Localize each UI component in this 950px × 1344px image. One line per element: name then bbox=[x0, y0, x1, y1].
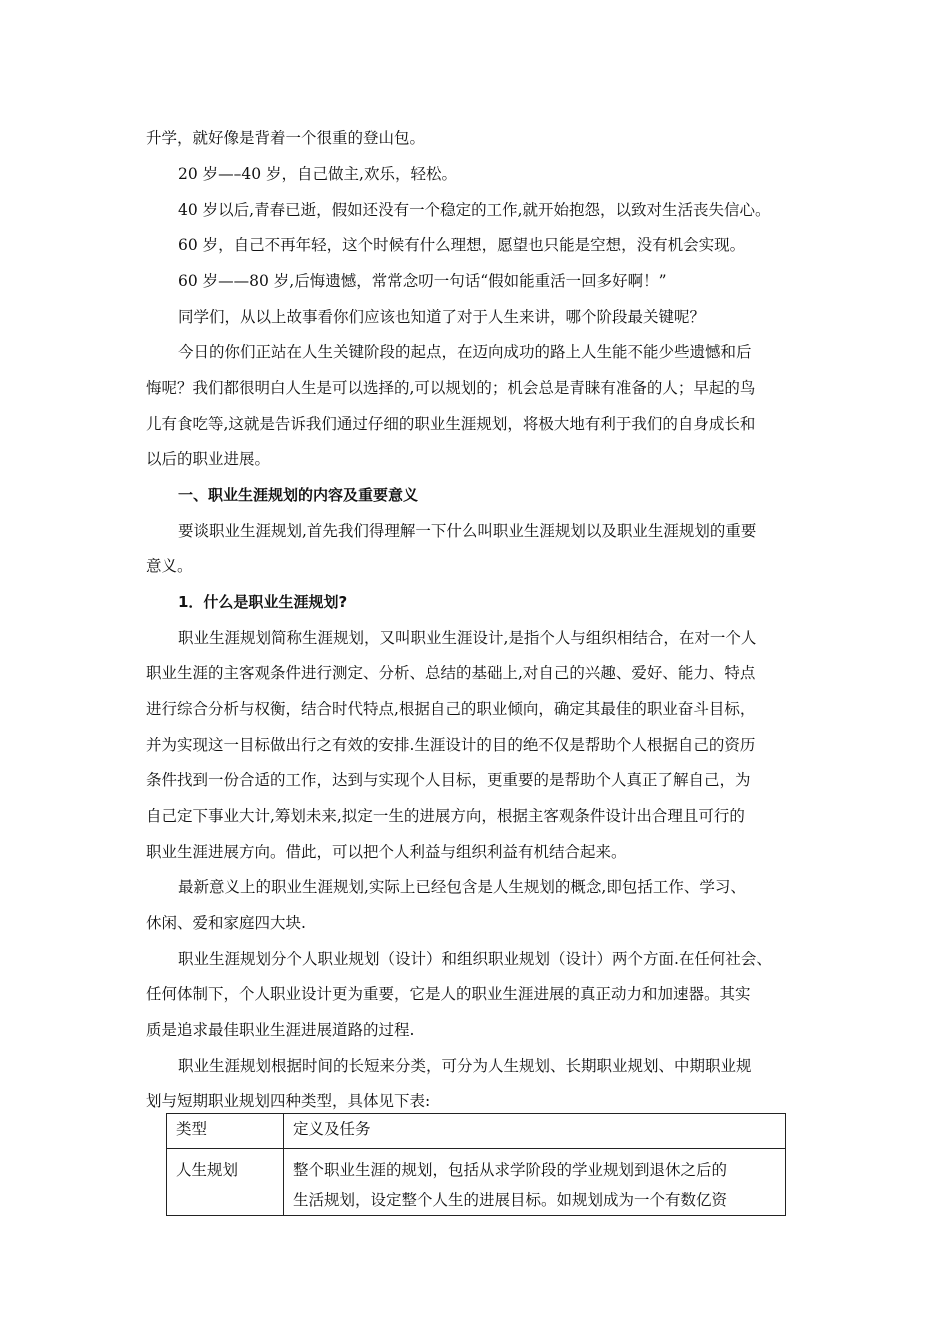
body-text: 并为实现这一目标做出行之有效的安排.生涯设计的目的绝不仅是帮助个人根据自己的资历 bbox=[146, 736, 756, 754]
table-header-cell: 类型 bbox=[167, 1114, 284, 1149]
body-text: 悔呢？我们都很明白人生是可以选择的,可以规划的；机会总是青睐有准备的人；早起的鸟 bbox=[146, 379, 756, 397]
table-cell-line: 整个职业生涯的规划，包括从求学阶段的学业规划到退休之后的 bbox=[293, 1161, 728, 1179]
body-text: 今日的你们正站在人生关键阶段的起点，在迈向成功的路上人生能不能少些遗憾和后 bbox=[178, 343, 752, 361]
body-text: 进行综合分析与权衡，结合时代特点,根据自己的职业倾向，确定其最佳的职业奋斗目标， bbox=[146, 700, 756, 718]
body-text: 40 岁以后,青春已逝，假如还没有一个稳定的工作,就开始抱怨，以致对生活丧失信心。 bbox=[178, 201, 771, 219]
body-text: 60 岁，自己不再年轻，这个时候有什么理想，愿望也只能是空想，没有机会实现。 bbox=[178, 236, 746, 254]
table-header-row bbox=[167, 1114, 786, 1149]
body-text: 自己定下事业大计,筹划未来,拟定一生的进展方向，根据主客观条件设计出合理且可行的 bbox=[146, 807, 745, 825]
body-text: 职业生涯规划简称生涯规划，又叫职业生涯设计,是指个人与组织相结合，在对一个人 bbox=[178, 629, 757, 647]
table-cell bbox=[284, 1149, 786, 1216]
table-row bbox=[167, 1149, 786, 1216]
body-text: 划与短期职业规划四种类型，具体见下表: bbox=[146, 1092, 431, 1110]
body-text: 同学们，从以上故事看你们应该也知道了对于人生来讲，哪个阶段最关键呢？ bbox=[178, 308, 706, 326]
body-text: 条件找到一份合适的工作，达到与实现个人目标，更重要的是帮助个人真正了解自己，为 bbox=[146, 771, 751, 789]
body-text: 职业生涯规划分个人职业规划（设计）和组织职业规划（设计）两个方面.在任何社会、 bbox=[178, 950, 772, 968]
body-text: 休闲、爱和家庭四大块. bbox=[146, 914, 306, 932]
subsection-heading: 1．什么是职业生涯规划? bbox=[178, 593, 348, 611]
body-text: 质是追求最佳职业生涯进展道路的过程. bbox=[146, 1021, 415, 1039]
body-text: 升学，就好像是背着一个很重的登山包。 bbox=[146, 129, 426, 147]
table-header-cell: 定义及任务 bbox=[284, 1114, 786, 1149]
table-cell: 人生规划 bbox=[167, 1149, 284, 1216]
section-heading: 一、职业生涯规划的内容及重要意义 bbox=[178, 486, 419, 504]
table-cell-line: 生活规划，设定整个人生的进展目标。如规划成为一个有数亿资 bbox=[293, 1191, 728, 1209]
body-text: 最新意义上的职业生涯规划,实际上已经包含是人生规划的概念,即包括工作、学习、 bbox=[178, 878, 746, 896]
planning-types-table bbox=[166, 1113, 786, 1216]
body-text: 职业生涯的主客观条件进行测定、分析、总结的基础上,对自己的兴趣、爱好、能力、特点 bbox=[146, 664, 756, 682]
body-text: 以后的职业进展。 bbox=[146, 450, 271, 468]
body-text: 意义。 bbox=[146, 557, 193, 575]
body-text: 职业生涯进展方向。借此，可以把个人利益与组织利益有机结合起来。 bbox=[146, 843, 627, 861]
body-text: 职业生涯规划根据时间的长短来分类，可分为人生规划、长期职业规划、中期职业规 bbox=[178, 1057, 752, 1075]
body-text: 60 岁——80 岁,后悔遗憾，常常念叨一句话“假如能重活一回多好啊！” bbox=[178, 272, 667, 290]
body-text: 儿有食吃等,这就是告诉我们通过仔细的职业生涯规划，将极大地有利于我们的自身成长和 bbox=[146, 415, 756, 433]
body-text: 要谈职业生涯规划,首先我们得理解一下什么叫职业生涯规划以及职业生涯规划的重要 bbox=[178, 522, 757, 540]
body-text: 任何体制下，个人职业设计更为重要，它是人的职业生涯进展的真正动力和加速器。其实 bbox=[146, 985, 751, 1003]
body-text: 20 岁—–40 岁，自己做主,欢乐，轻松。 bbox=[178, 165, 457, 183]
